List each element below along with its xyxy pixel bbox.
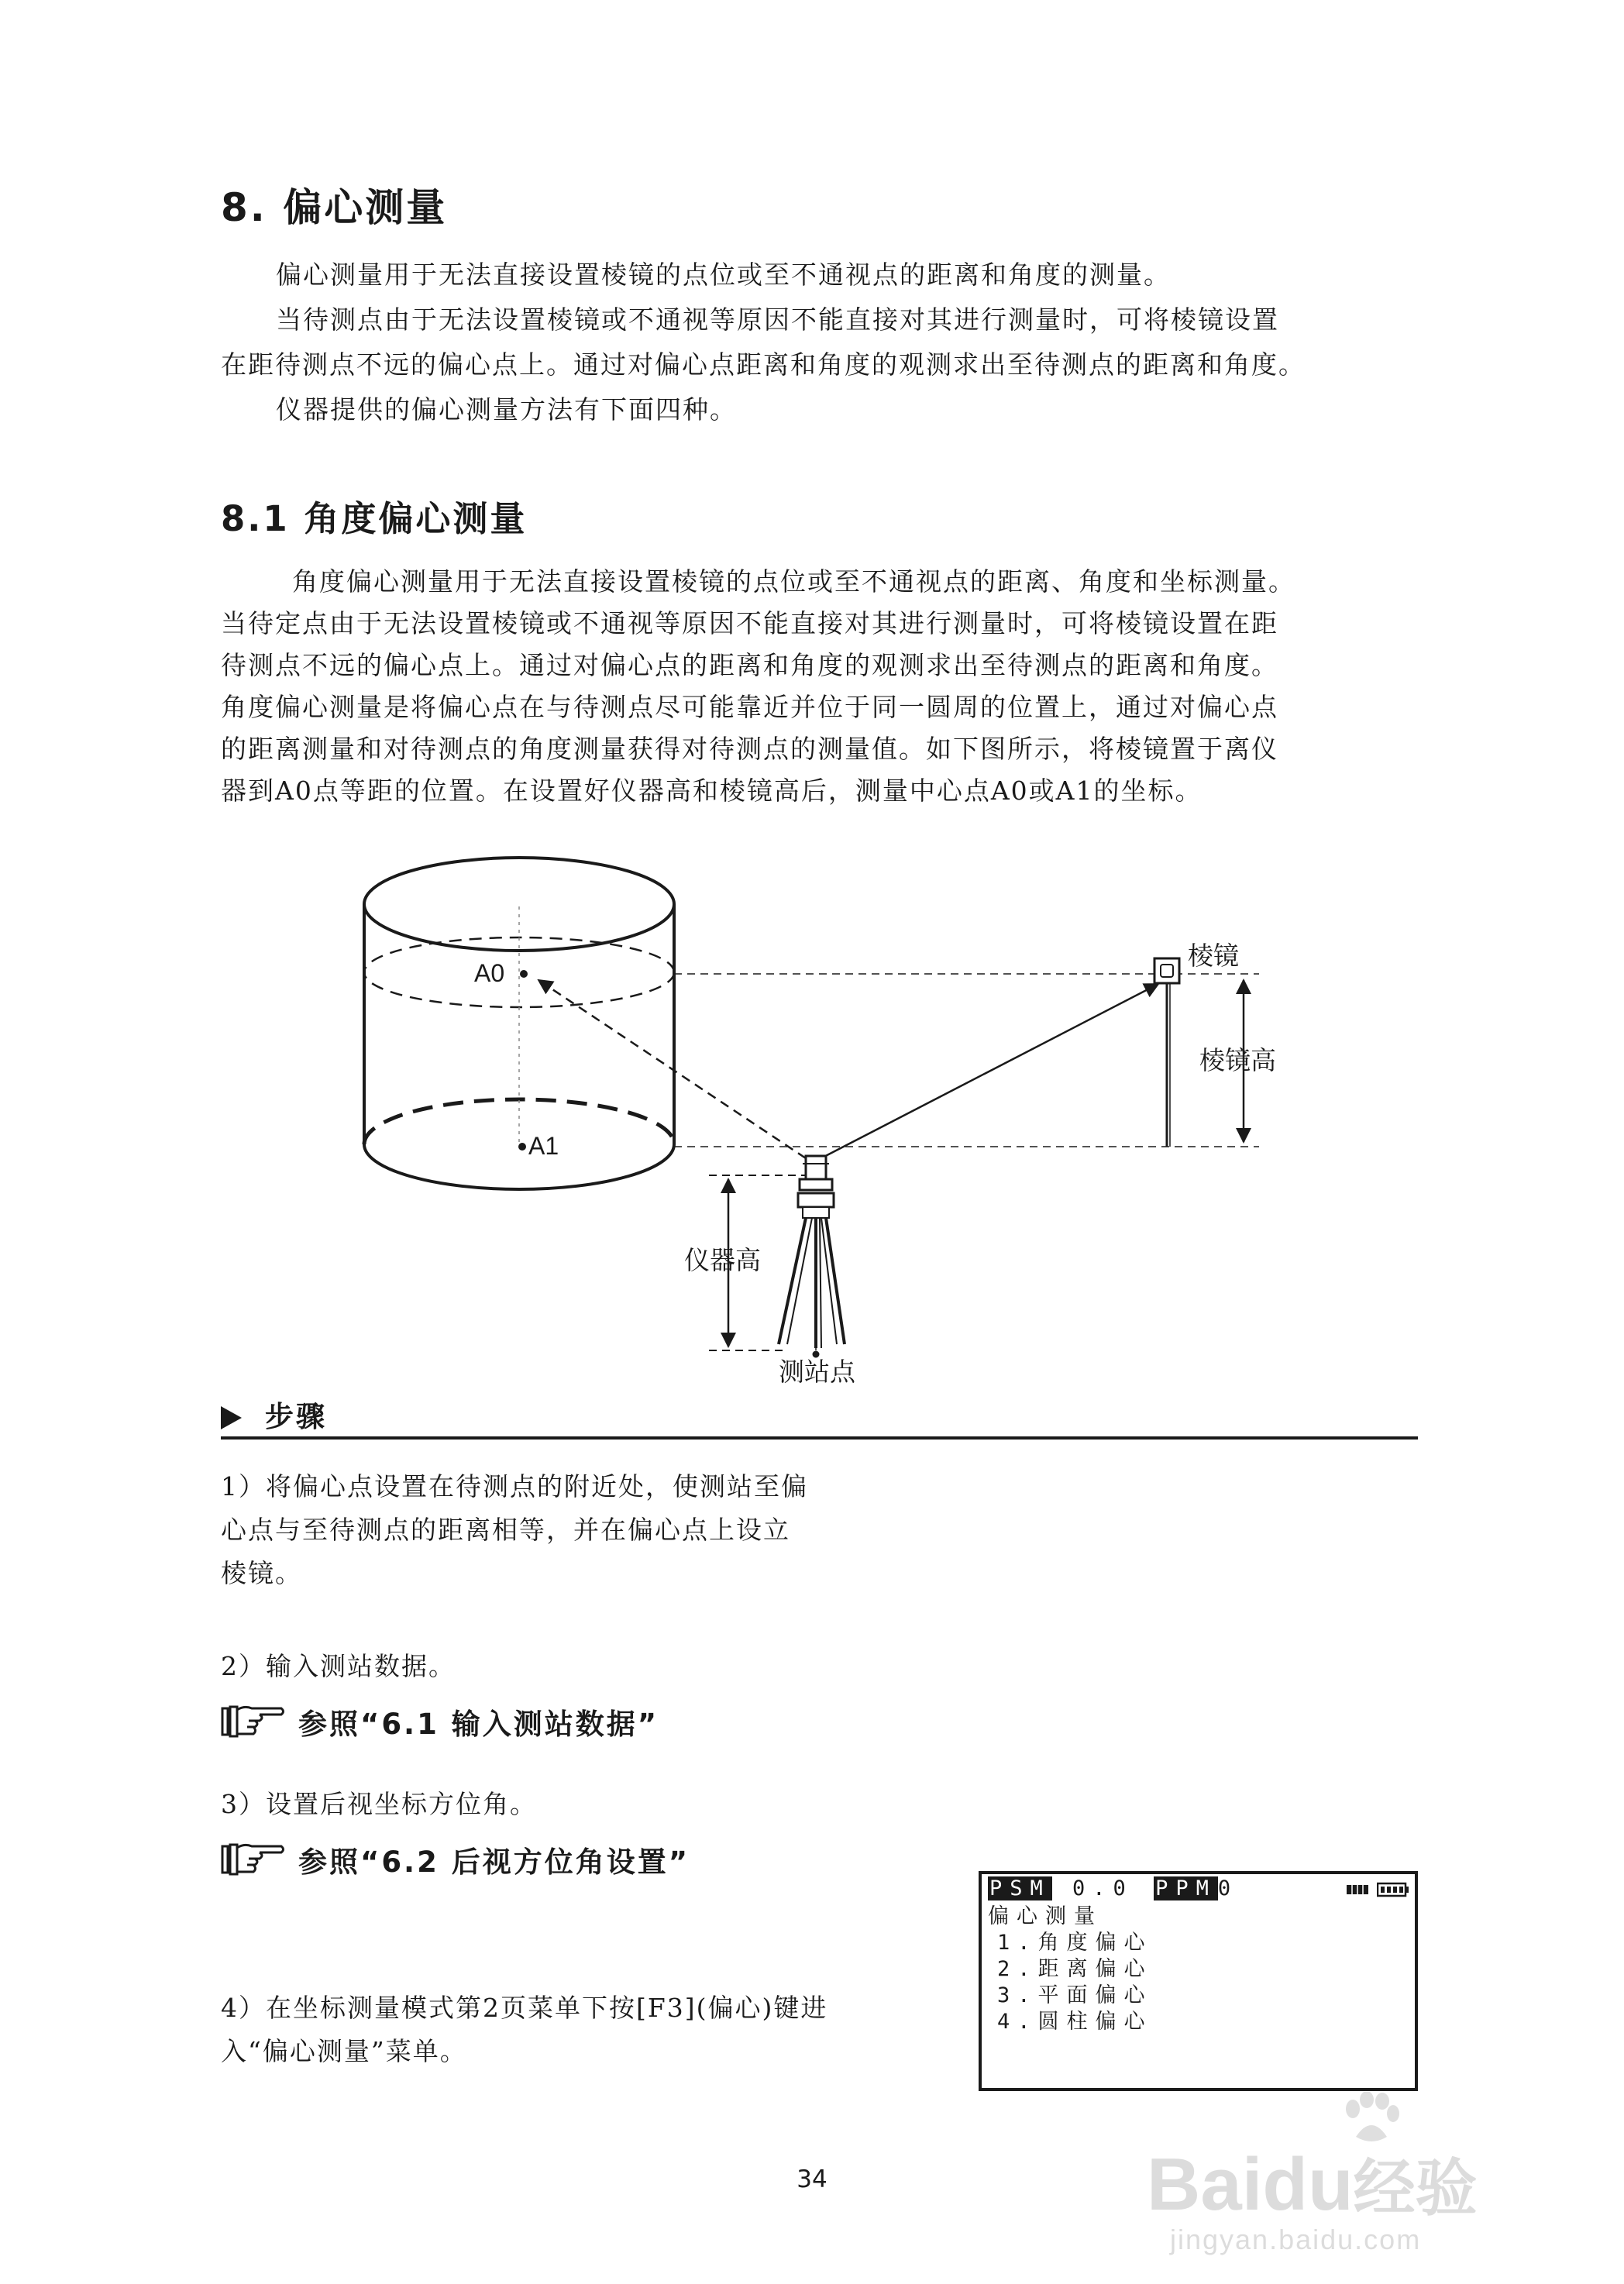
step-2-text: 2）输入测站数据。 bbox=[221, 1651, 456, 1681]
lcd-menu-title: 偏心测量 bbox=[988, 1904, 1103, 1928]
watermark-url: jingyan.baidu.com bbox=[1170, 2224, 1422, 2255]
lcd-menu-item[interactable]: 1.角度偏心 bbox=[997, 1931, 1153, 1955]
lcd-menu-item[interactable]: 3.平面偏心 bbox=[997, 1983, 1153, 2007]
subsection-paragraph-line: 的距离测量和对待测点的角度测量获得对待测点的测量值。如下图所示，将棱镜置于离仪 bbox=[221, 734, 1278, 764]
step-1-line: 棱镜。 bbox=[221, 1558, 302, 1588]
steps-title: 步骤 bbox=[265, 1400, 327, 1433]
label-prism: 棱镜 bbox=[1188, 941, 1239, 971]
intro-paragraph-line: 当待测点由于无法设置棱镜或不通视等原因不能直接对其进行测量时，可将棱镜设置 bbox=[276, 304, 1279, 335]
step-1-line: 1）将偏心点设置在待测点的附近处，使测站至偏 bbox=[221, 1471, 808, 1501]
label-a1: A1 bbox=[528, 1132, 559, 1160]
pointing-hand-icon bbox=[221, 1840, 286, 1879]
prism-icon bbox=[1154, 958, 1179, 1147]
subsection-paragraph-line: 待测点不远的偏心点上。通过对偏心点的距离和角度的观测求出至待测点的距离和角度。 bbox=[221, 650, 1278, 680]
page-number: 34 bbox=[797, 2165, 827, 2193]
angle-offset-diagram bbox=[0, 837, 1624, 1410]
triangle-bullet-icon bbox=[221, 1406, 242, 1429]
intro-paragraph-line: 在距待测点不远的偏心点上。通过对偏心点距离和角度的观测求出至待测点的距离和角度。 bbox=[221, 349, 1306, 380]
label-station: 测站点 bbox=[779, 1357, 855, 1387]
reference-6-2 bbox=[221, 1839, 690, 1880]
subsection-title: 8.1 角度偏心测量 bbox=[221, 498, 528, 539]
step-3-text: 3）设置后视坐标方位角。 bbox=[221, 1789, 537, 1819]
intro-paragraph-line: 偏心测量用于无法直接设置棱镜的点位或至不通视点的距离和角度的测量。 bbox=[276, 260, 1171, 290]
sight-line-to-a0 bbox=[538, 980, 806, 1158]
reference-6-1 bbox=[221, 1701, 659, 1742]
signal-icon bbox=[1346, 1883, 1369, 1896]
lcd-screen bbox=[979, 1871, 1418, 2091]
point-a1-marker bbox=[518, 1143, 526, 1151]
pointing-hand-icon bbox=[221, 1702, 286, 1741]
intro-paragraph-line: 仪器提供的偏心测量方法有下面四种。 bbox=[276, 394, 737, 425]
cylinder-shape bbox=[364, 858, 674, 1189]
label-instrument-height: 仪器高 bbox=[684, 1245, 761, 1275]
step-4-line: 入“偏心测量”菜单。 bbox=[221, 2036, 467, 2066]
sight-line-to-prism bbox=[814, 984, 1158, 1162]
subsection-paragraph-line: 角度偏心测量是将偏心点在与待测点尽可能靠近并位于同一圆周的位置上，通过对偏心点 bbox=[221, 692, 1278, 722]
steps-divider bbox=[221, 1436, 1418, 1440]
lcd-menu-item[interactable]: 2.距离偏心 bbox=[997, 1957, 1153, 1981]
subsection-paragraph-line: 角度偏心测量用于无法直接设置棱镜的点位或至不通视点的距离、角度和坐标测量。 bbox=[292, 566, 1295, 597]
ppm-label: PPM bbox=[1155, 1876, 1216, 1900]
ppm-value: 0 bbox=[1217, 1876, 1239, 1900]
subsection-paragraph-line: 当待定点由于无法设置棱镜或不通视等原因不能直接对其进行测量时，可将棱镜设置在距 bbox=[221, 608, 1278, 638]
step-1-line: 心点与至待测点的距离相等，并在偏心点上设立 bbox=[221, 1515, 790, 1545]
watermark-brand: Baidu经验 bbox=[1147, 2143, 1478, 2226]
label-prism-height: 棱镜高 bbox=[1199, 1045, 1276, 1075]
section-title: 8. 偏心测量 bbox=[221, 185, 448, 230]
subsection-paragraph-line: 器到A0点等距的位置。在设置好仪器高和棱镜高后，测量中心点A0或A1的坐标。 bbox=[221, 776, 1203, 806]
reference-text: 参照“6.2 后视方位角设置” bbox=[298, 1845, 690, 1879]
total-station-tripod-icon bbox=[779, 1156, 845, 1357]
lcd-menu-item[interactable]: 4.圆柱偏心 bbox=[997, 2010, 1153, 2034]
baidu-watermark bbox=[1147, 2092, 1581, 2255]
reference-text: 参照“6.1 输入测站数据” bbox=[298, 1708, 659, 1741]
battery-icon bbox=[1377, 1882, 1409, 1897]
psm-value: 0.0 bbox=[1072, 1876, 1134, 1900]
lcd-status-bar bbox=[988, 1876, 1238, 1902]
point-a0-marker bbox=[520, 970, 528, 978]
step-4-line: 4）在坐标测量模式第2页菜单下按[F3](偏心)键进 bbox=[221, 1993, 828, 2023]
steps-heading bbox=[221, 1393, 327, 1435]
psm-label: PSM bbox=[989, 1876, 1051, 1900]
label-a0: A0 bbox=[474, 959, 505, 987]
